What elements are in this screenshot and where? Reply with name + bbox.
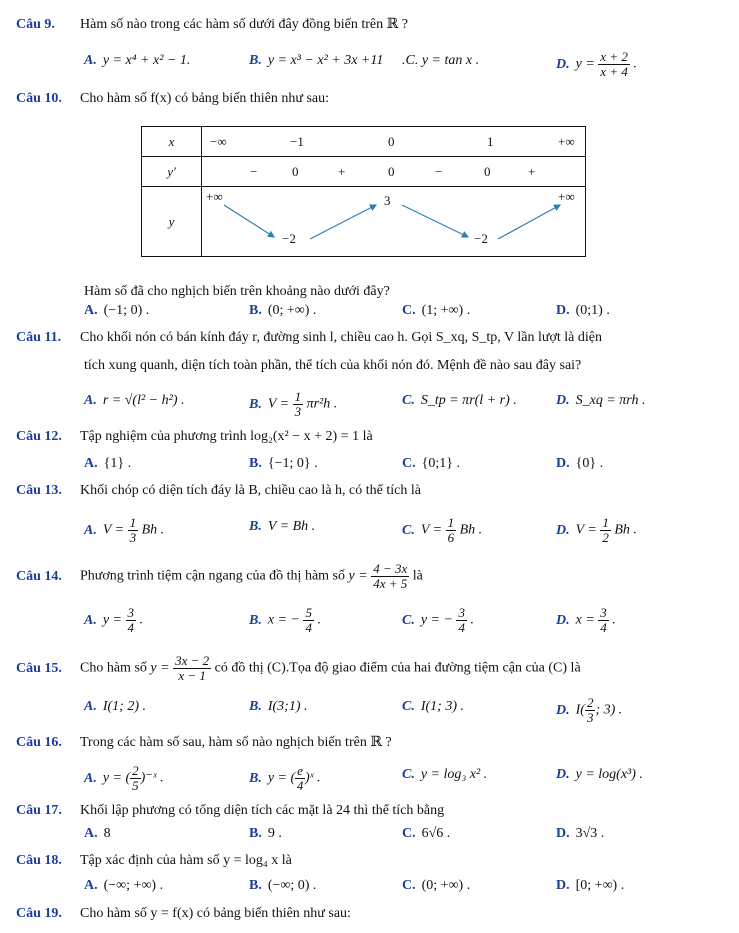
option-d[interactable]: D. y = log(x³) . — [556, 767, 643, 782]
option-c[interactable]: C. 6√6 . — [402, 826, 451, 841]
option-a[interactable]: A. 8 — [84, 826, 111, 841]
option-d[interactable]: D. x = $\frac{3}{4}$ . — [556, 605, 616, 635]
option-b[interactable]: B. {−1; 0} . — [249, 456, 318, 471]
option-d[interactable]: D. y = $\frac{x + 2}{x + 4}$ . — [556, 49, 637, 79]
options-q10 — [84, 300, 729, 322]
option-c[interactable]: C. S_tp = πr(l + r) . — [402, 393, 517, 408]
option-b[interactable]: B. y = ( $\frac{e}{4}$ )ˣ . — [249, 763, 321, 793]
option-c[interactable]: C. (1; +∞) . — [402, 303, 471, 318]
question-18: Câu 18. Tập xác định của hàm số y = log₄ x là — [16, 853, 292, 868]
question-12: Câu 12. Tập nghiệm của phương trình log₂(x² − x + 2) = 1 là — [16, 429, 373, 444]
option-c[interactable]: C. y = − $\frac{3}{4}$ . — [402, 605, 474, 635]
question-11-cont: tích xung quanh, diện tích toàn phần, thể tích của khối nón đó. Mệnh đề nào sau đây sai? — [84, 358, 582, 373]
question-16: Câu 16. Trong các hàm số sau, hàm số nào nghịch biến trên ℝ ? — [16, 735, 392, 750]
options-q13 — [84, 515, 729, 545]
option-a[interactable]: A. (−∞; +∞) . — [84, 878, 164, 893]
question-text: Hàm số nào trong các hàm số dưới đây đồng biến trên ℝ ? — [80, 17, 408, 32]
option-b[interactable]: B. 9 . — [249, 826, 282, 841]
options-q17 — [84, 823, 729, 845]
option-a[interactable]: A. r = √(l² − h²) . — [84, 393, 185, 408]
option-a[interactable]: A. (−1; 0) . — [84, 303, 150, 318]
option-c[interactable]: C. V = $\frac{1}{6}$ Bh . — [402, 515, 483, 545]
option-b[interactable]: B. x = − $\frac{5}{4}$ . — [249, 605, 321, 635]
question-9 — [16, 16, 728, 34]
option-b[interactable]: B. I(3;1) . — [249, 699, 308, 714]
option-a[interactable]: A. y = x⁴ + x² − 1. — [84, 53, 191, 68]
option-d[interactable]: D. I( $\frac{2}{3}$ ; 3) . — [556, 695, 623, 725]
option-c[interactable]: C. I(1; 3) . — [402, 699, 464, 714]
option-c[interactable]: .C. y = tan x . — [402, 53, 480, 68]
question-13: Câu 13. Khối chóp có diện tích đáy là B, chiều cao là h, có thể tích là — [16, 483, 421, 498]
option-d[interactable]: D. 3√3 . — [556, 826, 605, 841]
arrows — [202, 187, 582, 257]
options-q11 — [84, 389, 729, 419]
options-q9 — [84, 49, 729, 79]
options-q16 — [84, 763, 729, 793]
question-14: Câu 14. Phương trình tiệm cận ngang của đồ thị hàm số y = $\frac{4 - 3x}{4x + 5}$ là — [16, 561, 423, 591]
options-q18 — [84, 875, 729, 897]
option-a[interactable]: A. y = ( $\frac{2}{5}$ )⁻ˣ . — [84, 763, 164, 793]
option-a[interactable]: A. V = $\frac{1}{3}$ Bh . — [84, 515, 165, 545]
question-15: Câu 15. Cho hàm số y = $\frac{3x - 2}{x - 1}$ có đồ thị (C).Tọa độ giao điểm của hai đường tiệm cận của (C) là — [16, 653, 581, 683]
option-b[interactable]: B. (0; +∞) . — [249, 303, 317, 318]
question-11: Câu 11. Cho khối nón có bán kính đáy r, đường sinh l, chiều cao h. Gọi S_xq, S_tp, V lần lượt là diện — [16, 330, 602, 345]
question-10: Câu 10. Cho hàm số f(x) có bảng biến thiên như sau: — [16, 91, 330, 106]
question-17: Câu 17. Khối lập phương có tổng diện tích các mặt là 24 thì thể tích bằng — [16, 803, 445, 818]
question-19: Câu 19. Cho hàm số y = f(x) có bảng biến thiên như sau: — [16, 906, 351, 921]
option-d[interactable]: D. (0;1) . — [556, 303, 610, 318]
variation-table: x −∞ −1 0 1 +∞ y′ − 0 + 0 − 0 + y +∞ −2 3 −2 +∞ — [141, 126, 586, 257]
option-c[interactable]: C. {0;1} . — [402, 456, 460, 471]
question-number: Câu 9. — [16, 17, 55, 32]
options-q15 — [84, 695, 729, 725]
question-10-sub: Hàm số đã cho nghịch biến trên khoảng nào dưới đây? — [84, 284, 390, 299]
option-c[interactable]: C. y = log₃ x² . — [402, 767, 488, 782]
option-a[interactable]: A. I(1; 2) . — [84, 699, 146, 714]
option-b[interactable]: B. y = x³ − x² + 3x +11 — [249, 53, 384, 68]
option-b[interactable]: B. V = Bh . — [249, 519, 316, 534]
option-c[interactable]: C. (0; +∞) . — [402, 878, 471, 893]
option-a[interactable]: A. {1} . — [84, 456, 132, 471]
option-a[interactable]: A. y = $\frac{3}{4}$ . — [84, 605, 144, 635]
option-b[interactable]: B. (−∞; 0) . — [249, 878, 317, 893]
option-d[interactable]: D. S_xq = πrh . — [556, 393, 646, 408]
options-q14 — [84, 605, 729, 635]
option-b[interactable]: B. V = $\frac{1}{3}$ πr²h . — [249, 389, 338, 419]
option-d[interactable]: D. {0} . — [556, 456, 604, 471]
option-d[interactable]: D. V = $\frac{1}{2}$ Bh . — [556, 515, 637, 545]
option-d[interactable]: D. [0; +∞) . — [556, 878, 625, 893]
options-q12 — [84, 453, 729, 475]
